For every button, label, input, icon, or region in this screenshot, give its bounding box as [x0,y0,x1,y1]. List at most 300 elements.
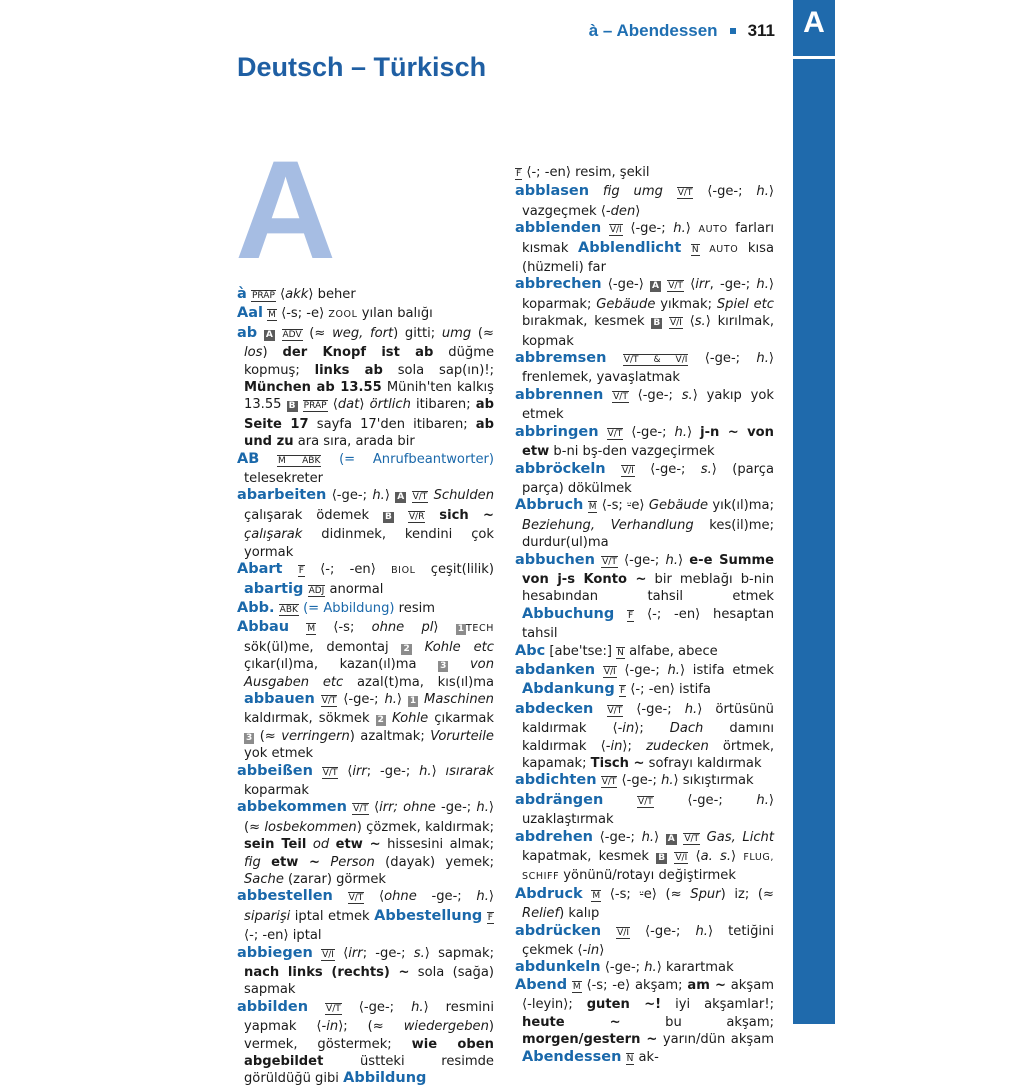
grammar-label: V/T [353,804,368,815]
headword: abdunkeln [515,959,601,976]
text: ; -ge-; [362,945,414,961]
text [662,314,669,329]
dictionary-entry [515,164,774,183]
text: Münih'ten kalkış 13.55 [244,380,494,413]
text: ⟨ [682,314,695,330]
text: ⟩ sapmak; [424,945,495,961]
text: sofrayı kaldırmak [644,756,762,771]
text: ⟨-s; [316,620,372,636]
text: ⟨-ge-; [617,773,662,789]
text: ⟨-; -en⟩ resim, şekil [522,165,650,180]
text: ⟨-ge-; [688,351,757,367]
headword: abbilden [237,998,309,1015]
text: ⟩ frenlemek, yavaşlatmak [522,351,774,386]
text: ⟩ istifa etmek [679,662,774,678]
text [601,924,616,939]
grammar-label: V/T & V/I [623,355,688,366]
text: ⟨-ge-; [653,792,757,808]
headword: abbrennen [515,386,604,403]
text: ⟨-ge-; [622,221,674,237]
bold-phrase: München ab 13.55 [244,380,382,396]
text: -ge-; [435,800,477,816]
headword: Abbau [237,619,290,636]
italic-label: Dach [669,721,704,737]
text [599,425,607,440]
grammar-label: V/I [617,927,629,938]
grammar-label: ADJ [308,585,325,596]
text: (dayak) yemek; [374,854,494,870]
field-label: AUTO [709,243,739,255]
dictionary-entry [515,220,774,276]
text: çıkar(ıl)ma, kazan(ıl)ma [244,657,439,673]
italic-label: h. [756,351,769,367]
headword: à [237,286,247,302]
headword: Abb. [237,599,275,616]
italic-label: çalışarak [244,527,303,543]
text: ⟩ sıkıştırmak [673,773,754,789]
sense-number: 3 [246,732,253,743]
dictionary-entry [515,552,774,643]
dictionary-entry [515,701,774,773]
italic-label: h. [476,800,489,816]
italic-label: od [312,837,330,853]
grammar-label: PRÄP [251,291,275,301]
grammar-label: ADV [282,329,302,340]
text: ) [262,345,283,361]
headword: Abdruck [515,885,583,902]
sense-marker: A [397,492,405,503]
bold-phrase: j-n ~ von etw [522,424,774,460]
headword: Abbruch [515,497,584,514]
text: ⟨-s; ⸚e⟩ [597,498,649,514]
bold-phrase: Tisch ~ [590,756,645,771]
text [700,830,707,845]
grammar-label: V/T [321,695,337,706]
text: sayfa 17'den itibaren; [308,416,476,432]
dictionary-entry [237,487,494,561]
text: sola (sağa) sapmak [244,965,494,998]
italic-label: -in [605,738,623,754]
grammar-label: V/I [670,318,682,329]
italic-label: Person [330,854,375,870]
headword: abbiegen [237,944,313,961]
italic-label: losbekommen [264,819,357,835]
text: (zarar) görmek [283,872,386,887]
text: -ge-; [416,889,477,905]
italic-label: Vorurteile [430,728,494,744]
grammar-label: F [628,610,634,621]
text: ) azaltmak; [349,728,431,744]
text: sola sap(ın)!; [382,362,495,378]
headword: abbekommen [237,799,347,816]
text [313,764,322,779]
italic-label: Maschinen [424,691,494,707]
sense-marker: B [288,401,296,412]
italic-label: h. [667,662,680,678]
bold-phrase: heute ~ [522,1014,621,1030]
headword: Abc [515,642,546,659]
text: ⟩ [687,424,701,440]
text: (≈ [254,728,282,744]
bold-phrase: guten ~! [586,997,662,1013]
grammar-label: V/T [326,1003,341,1014]
text: [abe'tse:] [545,643,617,659]
text: ⟨ [688,849,701,865]
headword: Abbildung [343,1070,427,1087]
text: bir meblağı b-nin hesabından tahsil etmek [522,571,774,605]
italic-label: h. [384,691,397,707]
text: ⟨-ge-⟩ [601,277,651,293]
text: ⟩ koparmak; [522,277,774,312]
thumb-index-tab[interactable] [793,0,835,1024]
text: iyi akşamlar!; [661,997,774,1013]
bold-phrase: morgen/gestern ~ [522,1032,658,1048]
bold-phrase: am ~ [687,977,726,993]
text: ⟩; [622,738,647,754]
sense-number: 2 [377,715,384,726]
text: (≈ [471,325,494,341]
italic-label: h. [641,829,655,845]
text: ⟩ yakıp yok etmek [522,387,774,423]
text: ⟨-ge-; [693,184,757,200]
grammar-label: N [617,647,624,658]
abbreviation-expansion: (= Anrufbeantworter) [339,451,495,467]
italic-label: -in [321,1019,339,1035]
text [320,855,330,870]
text [606,462,621,477]
text: ak- [634,1049,659,1065]
italic-label: h. [419,763,432,779]
text: ⟨-; -en⟩ hesaptan tahsil [522,606,774,642]
headword: Aal [237,305,263,322]
italic-label: irr; ohne [379,800,436,816]
italic-label: s. [700,461,712,477]
headword: Abbestellung [374,907,483,924]
text [308,1000,325,1015]
italic-label: Sache [244,872,284,887]
text [448,657,470,672]
grammar-label: V/T [348,893,364,904]
text: ⟨-s; -e⟩ [276,306,329,322]
bold-phrase: links ab [314,362,383,378]
text [663,184,677,199]
italic-label: zudecken [646,738,709,754]
dictionary-entry [237,945,494,999]
text: telesekreter [244,471,324,487]
dictionary-entry [515,829,774,886]
grammar-label: M [572,981,581,992]
dictionary-entry [237,325,494,451]
text: ⟨-s; -e⟩ akşam; [581,977,688,993]
text: ⟩ (parça parça) dökülmek [522,461,774,496]
text: ⟩ resmini yapmak ⟨ [244,999,494,1035]
text: resim [394,600,436,616]
headword: abbringen [515,423,599,440]
header-separator-square [730,28,736,34]
headword: abartig [244,580,304,597]
italic-label: verringern [281,728,350,744]
italic-label: s. [413,945,425,961]
dictionary-entry [237,888,494,944]
headword: abbeißen [237,762,313,779]
text: ⟩ [433,620,456,636]
sense-marker: B [385,511,392,522]
text [589,184,603,199]
page-title: Deutsch – Türkisch [237,52,487,82]
text [614,607,627,622]
text: ⟩ [384,488,396,504]
headword: abbremsen [515,350,607,367]
italic-label: Kohle etc [424,639,494,655]
grammar-label: M ABK [277,455,321,466]
text: ⟨-ge-; [623,701,685,717]
grammar-label: M [588,502,597,513]
dictionary-entry [515,923,774,960]
sense-marker: A [667,833,675,844]
italic-label: h. [756,792,769,808]
italic-label: dat [337,397,360,413]
italic-label: ısırarak [445,763,494,779]
text: ) çözmek, kaldırmak; [356,819,494,835]
italic-label: Relief [522,906,560,922]
italic-label: Spur [690,886,721,902]
grammar-label: V/T [607,705,623,716]
text: kaldırmak, sökmek [244,711,376,727]
text [394,508,408,523]
bold-phrase: sein Teil [244,837,307,853]
text: yok etmek [244,746,314,762]
text: ⟨ [334,945,349,961]
text: ⟩ [685,221,699,237]
dictionary-entry [515,772,774,791]
italic-label: -in [582,943,600,959]
dictionary-entry [515,662,774,701]
italic-label: h. [411,999,424,1015]
text: iptal etmek [290,908,375,924]
text: ⟩; [634,721,670,737]
field-label: AUTO [698,224,728,236]
grammar-label: V/T [412,492,428,503]
italic-label: h. [644,960,657,976]
text [593,702,606,717]
text: ) gitti; [393,325,442,341]
text [595,663,603,678]
dictionary-entry [515,276,774,350]
bold-phrase: nach links (rechts) ~ [244,965,410,981]
text: ⟨ [368,800,380,816]
bold-phrase: etw ~ [271,854,321,870]
dictionary-entry [237,763,494,800]
italic-label: h. [756,184,769,200]
grammar-label: F [298,566,304,577]
grammar-label: V/I [675,853,688,864]
italic-label: h. [661,773,674,789]
text: ara sıra, arada bir [293,434,415,450]
italic-label: Gebäude [596,296,656,312]
text: ⟨-; -en⟩ istifa [626,682,711,698]
italic-label: -in [617,721,635,737]
text [412,640,425,655]
text: itibaren; [410,397,476,413]
dictionary-entry [237,600,494,619]
dictionary-entry [515,424,774,461]
sense-marker: A [652,281,660,292]
sense-marker: B [658,853,666,864]
text: ⟨ [338,763,353,779]
grammar-label: ABK [279,604,298,615]
text: ⟨-ge-; [617,552,666,568]
italic-label: akk [285,287,309,302]
text: bu akşam; [620,1014,774,1030]
grammar-label: M [592,890,601,901]
dictionary-entry [515,183,774,220]
text: ⟩ (≈ [244,800,494,835]
grammar-label: V/I [609,225,622,236]
headword: abdanken [515,661,596,678]
italic-label: ohne pl [371,620,434,636]
sense-number: 1 [409,695,417,706]
text [298,397,303,412]
italic-label: a. s. [700,849,731,865]
italic-label: fig [244,854,261,870]
italic-label: -den [605,203,636,219]
text: ⟨-ge-; [629,923,696,939]
text [313,946,321,961]
text: damını kaldırmak ⟨ [522,721,775,754]
text: ⟩ tetiğini çekmek ⟨ [522,923,774,959]
text: ⟨ [364,889,385,905]
bold-phrase: wie oben abgebildet [244,1036,494,1070]
text: ⟩ [431,763,446,779]
bold-phrase: sich ~ [439,507,494,523]
text [603,793,637,808]
italic-label: umg [441,325,472,341]
text: ⟩ [731,849,744,865]
italic-label: h. [756,277,769,293]
text: alfabe, abece [624,643,718,659]
headword: abdrängen [515,791,604,808]
text: ⟩ [396,691,408,707]
headword: Abblendlicht [578,239,682,256]
grammar-label: V/T [668,281,683,292]
text: yarın/dün akşam [657,1032,775,1048]
field-label: BIOL [391,565,416,577]
italic-label: s. [681,387,693,403]
dictionary-entry [237,561,494,600]
text [257,326,264,341]
text: yılan balığı [357,306,433,322]
text: anormal [325,581,384,597]
headword: abdrücken [515,922,602,939]
text: ⟨-ge-; [341,999,412,1015]
text: ⟨ [275,287,286,302]
grammar-label: V/T [602,556,617,567]
bold-phrase: der Knopf ist ab [282,345,434,361]
dictionary-entry [515,886,774,923]
page-number: 311 [747,21,775,40]
text [275,326,282,341]
italic-label: siparişi [244,908,291,924]
sense-number: 1 [457,624,465,635]
bold-phrase: e-e Summe von j-s Konto ~ [522,552,774,587]
text: ⟩ karartmak [656,960,734,976]
dictionary-entry [515,461,774,498]
italic-label: ohne [384,889,417,905]
italic-label: h. [372,488,385,504]
italic-label: h. [674,424,688,440]
text: çıkarmak [428,711,494,727]
text: ⟩ [488,889,494,905]
text: ⟩ [678,552,690,568]
sense-number: 2 [403,643,410,654]
right-column [515,164,774,1068]
text: çalışarak ödemek [244,507,384,523]
sense-marker: B [653,318,661,329]
text: üstteki resimde görüldüğü gibi [244,1054,494,1087]
headword: abbestellen [237,888,333,905]
grammar-label: V/R [408,511,425,522]
grammar-label: V/T [684,833,700,844]
text: ) kalıp [559,906,600,922]
text: ⟩ [654,829,666,845]
grammar-label: V/T [601,777,617,788]
italic-label: h. [673,221,686,237]
text: didinmek, kendini çok yormak [244,527,494,560]
grammar-label: N [626,1053,634,1064]
text [315,692,321,707]
headword: Abendessen [522,1048,622,1065]
text [700,241,710,256]
italic-label: irr [348,945,363,961]
text [606,351,622,366]
text: koparmak [244,782,309,798]
text: ⟨-ge-; [326,488,373,504]
dictionary-entry [237,451,494,488]
text: ⟩ [599,943,605,959]
italic-label: örtlich [369,397,411,413]
sense-number: 3 [440,661,447,672]
text: ⟩ kırılmak, kopmak [522,314,774,349]
dictionary-entry [237,305,494,324]
text [681,241,691,256]
italic-label: Spiel etc [716,296,774,312]
text: b-ni bş-den vazgeçirmek [549,444,715,460]
italic-label: Gas, Licht [706,829,774,845]
text: ⟩ [635,203,641,219]
text [333,889,348,904]
text: ⟩ örtüsünü kaldırmak ⟨ [522,701,774,737]
text [261,855,271,870]
grammar-label: V/T [613,391,628,402]
dictionary-entry [237,619,494,762]
grammar-label: V/T [677,188,693,199]
italic-label: von Ausgaben etc [244,657,494,690]
dictionary-entry [515,959,774,976]
text [303,582,307,597]
text: düğme kopmuş; [244,345,495,378]
grammar-label: M [268,310,276,321]
italic-label: Kohle [392,711,429,727]
header-range: à – Abendessen [588,21,718,40]
text: ) vermek, göstermek; [244,1019,494,1052]
text: ⟨-ge-; [600,960,645,976]
grammar-label: F [516,169,522,179]
text: sök(ül)me, demontaj [244,639,402,655]
headword: Abdankung [522,681,615,698]
dictionary-entry [515,350,774,387]
text: bırakmak, kesmek [522,314,652,330]
grammar-label: V/T [638,796,653,807]
